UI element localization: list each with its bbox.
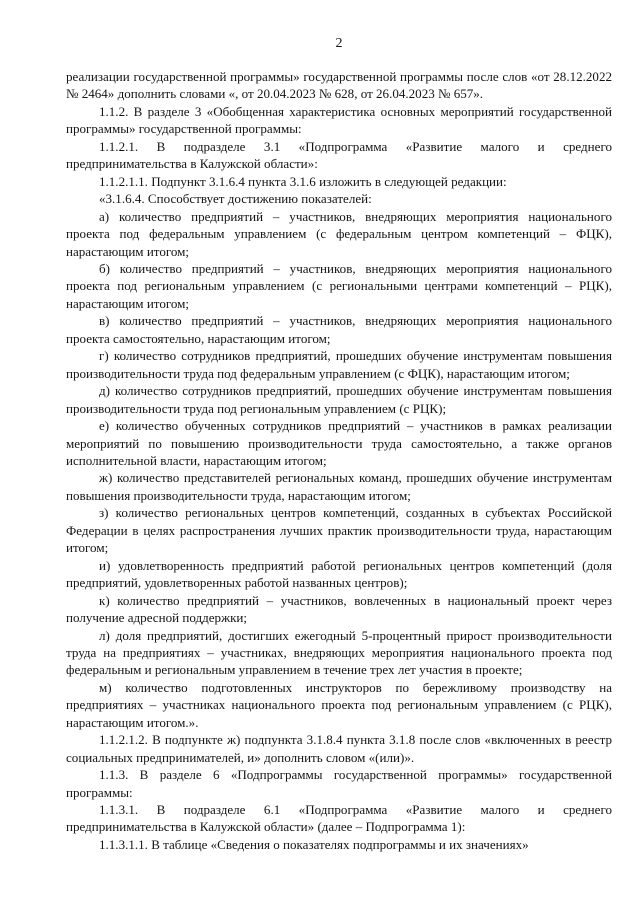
paragraph: 1.1.3.1.1. В таблице «Сведения о показателях подпрограммы и их значениях»: [99, 836, 529, 852]
paragraph: е) количество обученных сотрудников предприятий – участников в рамках реализации мероприятий по повышению производительности труда самостоятельно, а также органов исполнительной власти, нарастающим итогом;: [66, 418, 612, 468]
paragraph: г) количество сотрудников предприятий, прошедших обучение инструментам повышения производительности труда под федеральным управлением (с ФЦК), нарастающим итогом;: [66, 348, 612, 381]
paragraph: «3.1.6.4. Способствует достижению показателей:: [99, 191, 372, 207]
paragraph: 1.1.3.1. В подразделе 6.1 «Подпрограмма «Развитие малого и среднего предпринимательства в Калужской области» (далее – Подпрограмма 1):: [66, 802, 612, 835]
paragraph: ж) количество представителей региональных команд, прошедших обучение инструментам повышения производительности труда, нарастающим итогом;: [66, 470, 612, 503]
paragraph: к) количество предприятий – участников, вовлеченных в национальный проект через получение адресной поддержки;: [66, 592, 612, 626]
paragraph: 1.1.2.1.1. Подпункт 3.1.6.4 пункта 3.1.6 изложить в следующей редакции:: [99, 173, 507, 189]
paragraph: з) количество региональных центров компетенций, созданных в субъектах Российской Федерации в целях распространения лучших практик производительности труда, нарастающим итогом;: [66, 505, 612, 556]
paragraph: 1.1.2.1. В подразделе 3.1 «Подпрограмма «Развитие малого и среднего предпринимательства в Калужской области»:: [66, 138, 612, 172]
paragraph: л) доля предприятий, достигших ежегодный 5-процентный прирост производительности труда на предприятиях – участниках, внедряющих мероприятия национального проекта под федеральным и региональным управлением в течение трех лет участия в проекте;: [66, 627, 612, 678]
paragraph: 1.1.2.1.2. В подпункте ж) подпункта 3.1.8.4 пункта 3.1.8 после слов «включенных в реестр социальных предпринимателей, и» дополнить словом «(или)».: [66, 732, 612, 765]
paragraph: а) количество предприятий – участников, внедряющих мероприятия национального проекта под федеральным управлением (с федеральным центром компетенций – ФЦК), нарастающим итогом;: [66, 208, 612, 259]
paragraph: д) количество сотрудников предприятий, прошедших обучение инструментам повышения производительности труда под региональным управлением (с РЦК);: [66, 383, 612, 416]
paragraph: 1.1.2. В разделе 3 «Обобщенная характеристика основных мероприятий государственной программы» государственной программы:: [66, 103, 612, 137]
paragraph: 1.1.3. В разделе 6 «Подпрограммы государственной программы» государственной программы:: [66, 767, 612, 800]
page-number: 2: [335, 36, 343, 51]
paragraph: б) количество предприятий – участников, внедряющих мероприятия национального проекта под региональным управлением (с региональными центрами компетенций – РЦК), нарастающим итогом;: [66, 260, 612, 311]
paragraph: реализации государственной программы» государственной программы после слов «от 28.12.2022 № 2464» дополнить словами «, от 20.04.2023 № 628, от 26.04.2023 № 657».: [66, 69, 612, 102]
document-text: [66, 68, 612, 853]
paragraph: и) удовлетворенность предприятий работой региональных центров компетенций (доля предприятий, удовлетворенных работой названных центров);: [66, 557, 612, 591]
paragraph: в) количество предприятий – участников, внедряющих мероприятия национального проекта самостоятельно, нарастающим итогом;: [66, 313, 612, 346]
paragraph: м) количество подготовленных инструкторов по бережливому производству на предприятиях – участниках национального проекта под региональным управлением (с РЦК), нарастающим итогом.».: [66, 679, 612, 730]
